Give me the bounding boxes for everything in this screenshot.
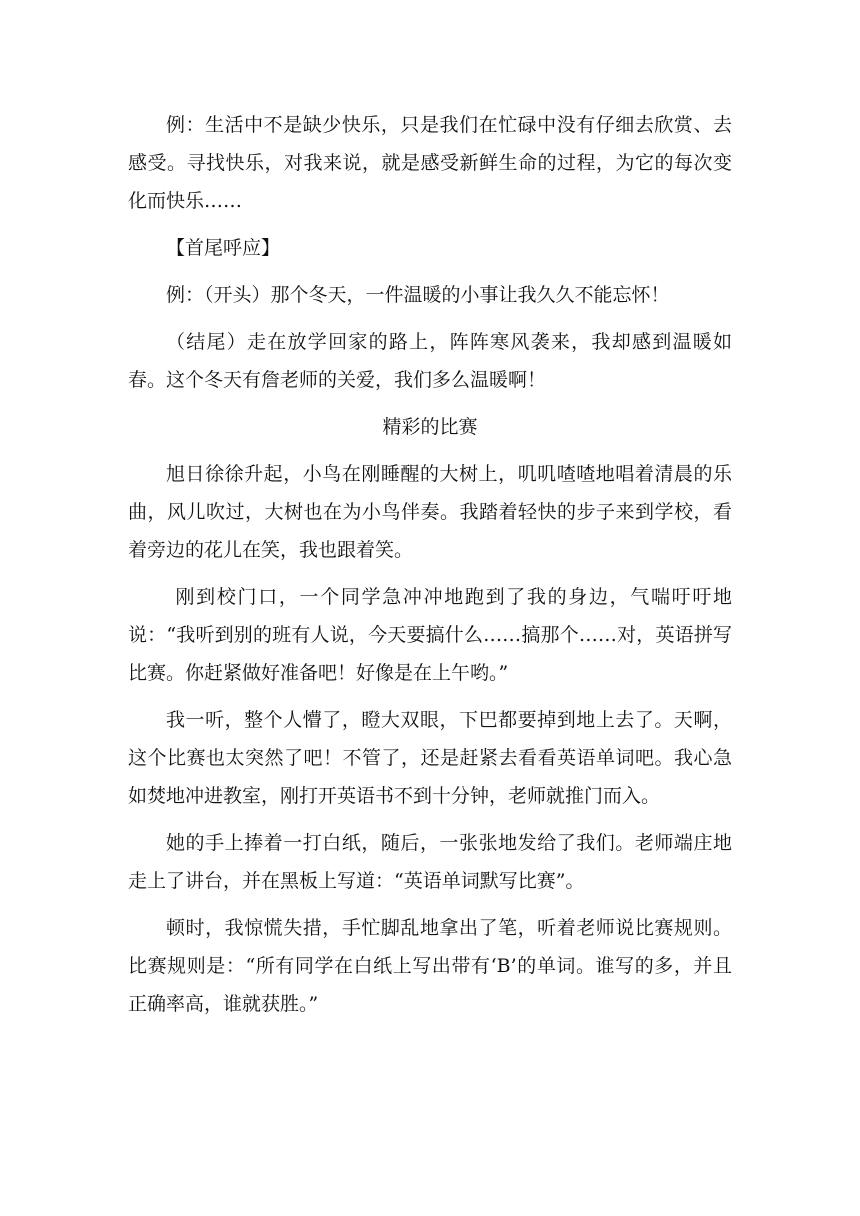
essay-title: 精彩的比赛 [382,416,478,438]
essay-paragraph: 旭日徐徐升起，小鸟在刚睡醒的大树上，叽叽喳喳地唱着清晨的乐曲，风儿吹过，大树也在为小鸟伴奏。我踏着轻快的步子来到学校，看着旁边的花儿在笑，我也跟着笑。 [128,463,732,561]
essay-paragraph: 顿时，我惊慌失措，手忙脚乱地拿出了笔，听着老师说比赛规则。比赛规则是：“所有同学在白纸上写出带有‘B’的单词。谁写的多，并且正确率高，谁就获胜。” [128,917,732,1015]
essay-paragraph: 刚到校门口，一个同学急冲冲地跑到了我的身边，气喘吁吁地说：“我听到别的班有人说，今天要搞什么……搞那个……对，英语拼写比赛。你赶紧做好准备吧！好像是在上午哟。” [128,586,732,684]
essay-paragraph: 她的手上捧着一打白纸，随后，一张张地发给了我们。老师端庄地走上了讲台，并在黑板上写道：“英语单词默写比赛”。 [128,832,732,892]
essay-paragraph: 我一听，整个人懵了，瞪大双眼，下巴都要掉到地上去了。天啊，这个比赛也太突然了吧！不管了，还是赶紧去看看英语单词吧。我心急如焚地冲进教室，刚打开英语书不到十分钟，老师就推门而入。 [128,709,732,807]
example-ending: （结尾）走在放学回家的路上，阵阵寒风袭来，我却感到温暖如春。这个冬天有詹老师的关爱，我们多么温暖啊！ [128,331,732,391]
example-opening: 例：（开头）那个冬天，一件温暖的小事让我久久不能忘怀！ [166,284,670,306]
section-heading: 【首尾呼应】 [166,237,281,259]
example-paragraph: 例：生活中不是缺少快乐，只是我们在忙碌中没有仔细去欣赏、去感受。寻找快乐，对我来说，就是感受新鲜生命的过程，为它的每次变化而快乐…… [128,114,732,212]
